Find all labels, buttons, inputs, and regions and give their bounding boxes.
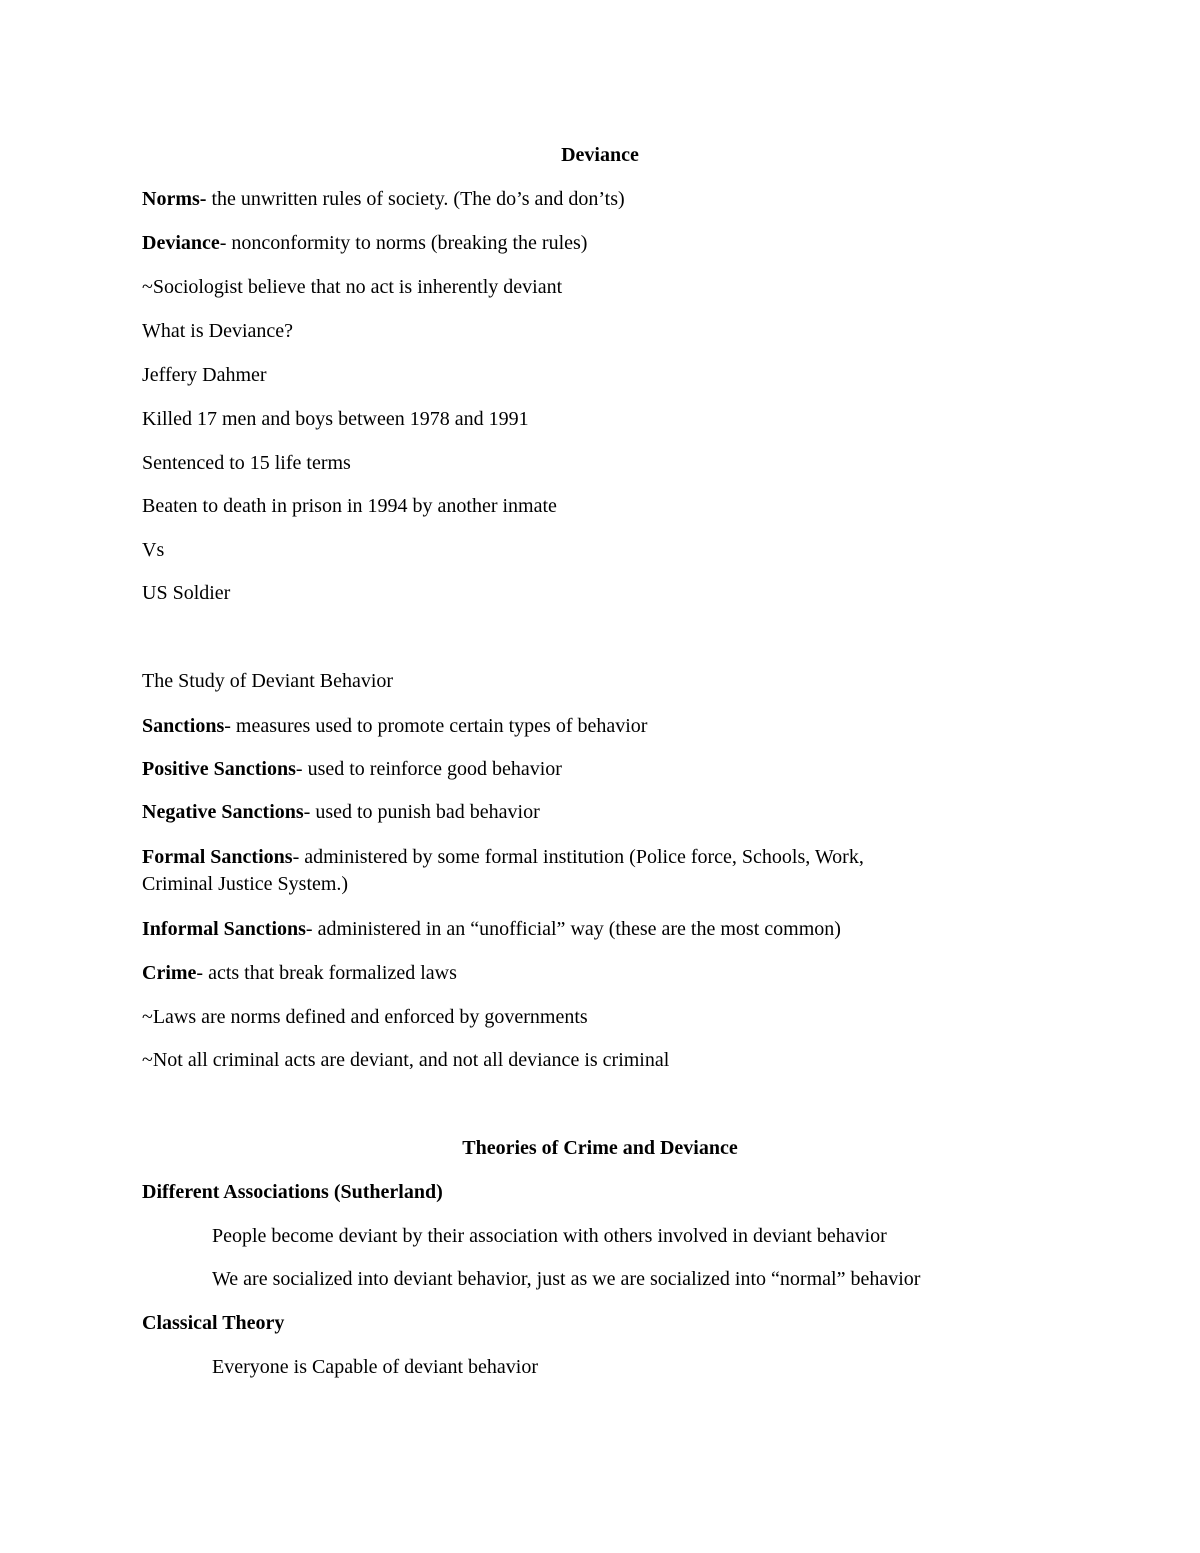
definition-deviance-text: - nonconformity to norms (breaking the rules) <box>219 232 588 254</box>
theory-point: We are socialized into deviant behavior, just as we are socialized into “normal” behavior <box>212 1268 921 1290</box>
definition-informal-sanctions <box>142 917 841 941</box>
what-is-deviance: What is Deviance? <box>142 320 294 342</box>
crime-note: ~Laws are norms defined and enforced by governments <box>142 1006 588 1028</box>
definition-text: - acts that break formalized laws <box>196 962 457 984</box>
term-crime: Crime <box>142 962 197 984</box>
term-formal-sanctions: Formal Sanctions <box>142 846 293 868</box>
definition-formal-sanctions <box>142 845 864 869</box>
study-heading: The Study of Deviant Behavior <box>142 670 394 692</box>
theory-name: Different Associations (Sutherland) <box>142 1181 443 1203</box>
definition-text: - administered by some formal institution (Police force, Schools, Work, <box>292 846 864 868</box>
definition-text: - measures used to promote certain types of behavior <box>224 715 648 737</box>
definition-sanctions <box>142 714 647 738</box>
theory-name: Classical Theory <box>142 1312 285 1334</box>
theory-point: People become deviant by their association with others involved in deviant behavior <box>212 1225 887 1247</box>
term-norms: Norms- <box>142 188 207 210</box>
example-line: Beaten to death in prison in 1994 by another inmate <box>142 495 557 517</box>
definition-norms-text: the unwritten rules of society. (The do’s and don’ts) <box>206 188 625 210</box>
definition-norms <box>142 187 625 211</box>
definition-positive-sanctions <box>142 757 562 781</box>
crime-note: ~Not all criminal acts are deviant, and not all deviance is criminal <box>142 1049 670 1071</box>
example-line: Jeffery Dahmer <box>142 364 267 386</box>
term-sanctions: Sanctions <box>142 715 225 737</box>
example-line: Vs <box>142 539 165 561</box>
term-deviance: Deviance <box>142 232 220 254</box>
sociologist-note: ~Sociologist believe that no act is inherently deviant <box>142 276 563 298</box>
definition-text: - used to reinforce good behavior <box>295 758 562 780</box>
theories-title: Theories of Crime and Deviance <box>462 1137 738 1159</box>
term-informal-sanctions: Informal Sanctions <box>142 918 306 940</box>
definition-crime <box>142 961 457 985</box>
term-positive-sanctions: Positive Sanctions <box>142 758 296 780</box>
example-line: US Soldier <box>142 582 231 604</box>
example-line: Killed 17 men and boys between 1978 and 1991 <box>142 408 529 430</box>
term-negative-sanctions: Negative Sanctions <box>142 801 304 823</box>
definition-text: - administered in an “unofficial” way (these are the most common) <box>305 918 841 940</box>
theory-point: Everyone is Capable of deviant behavior <box>212 1356 538 1378</box>
definition-text: - used to punish bad behavior <box>303 801 540 823</box>
definition-deviance <box>142 231 587 255</box>
definition-formal-sanctions-continued: Criminal Justice System.) <box>142 873 349 895</box>
example-line: Sentenced to 15 life terms <box>142 452 351 474</box>
definition-negative-sanctions <box>142 800 540 824</box>
page-title: Deviance <box>561 144 639 166</box>
